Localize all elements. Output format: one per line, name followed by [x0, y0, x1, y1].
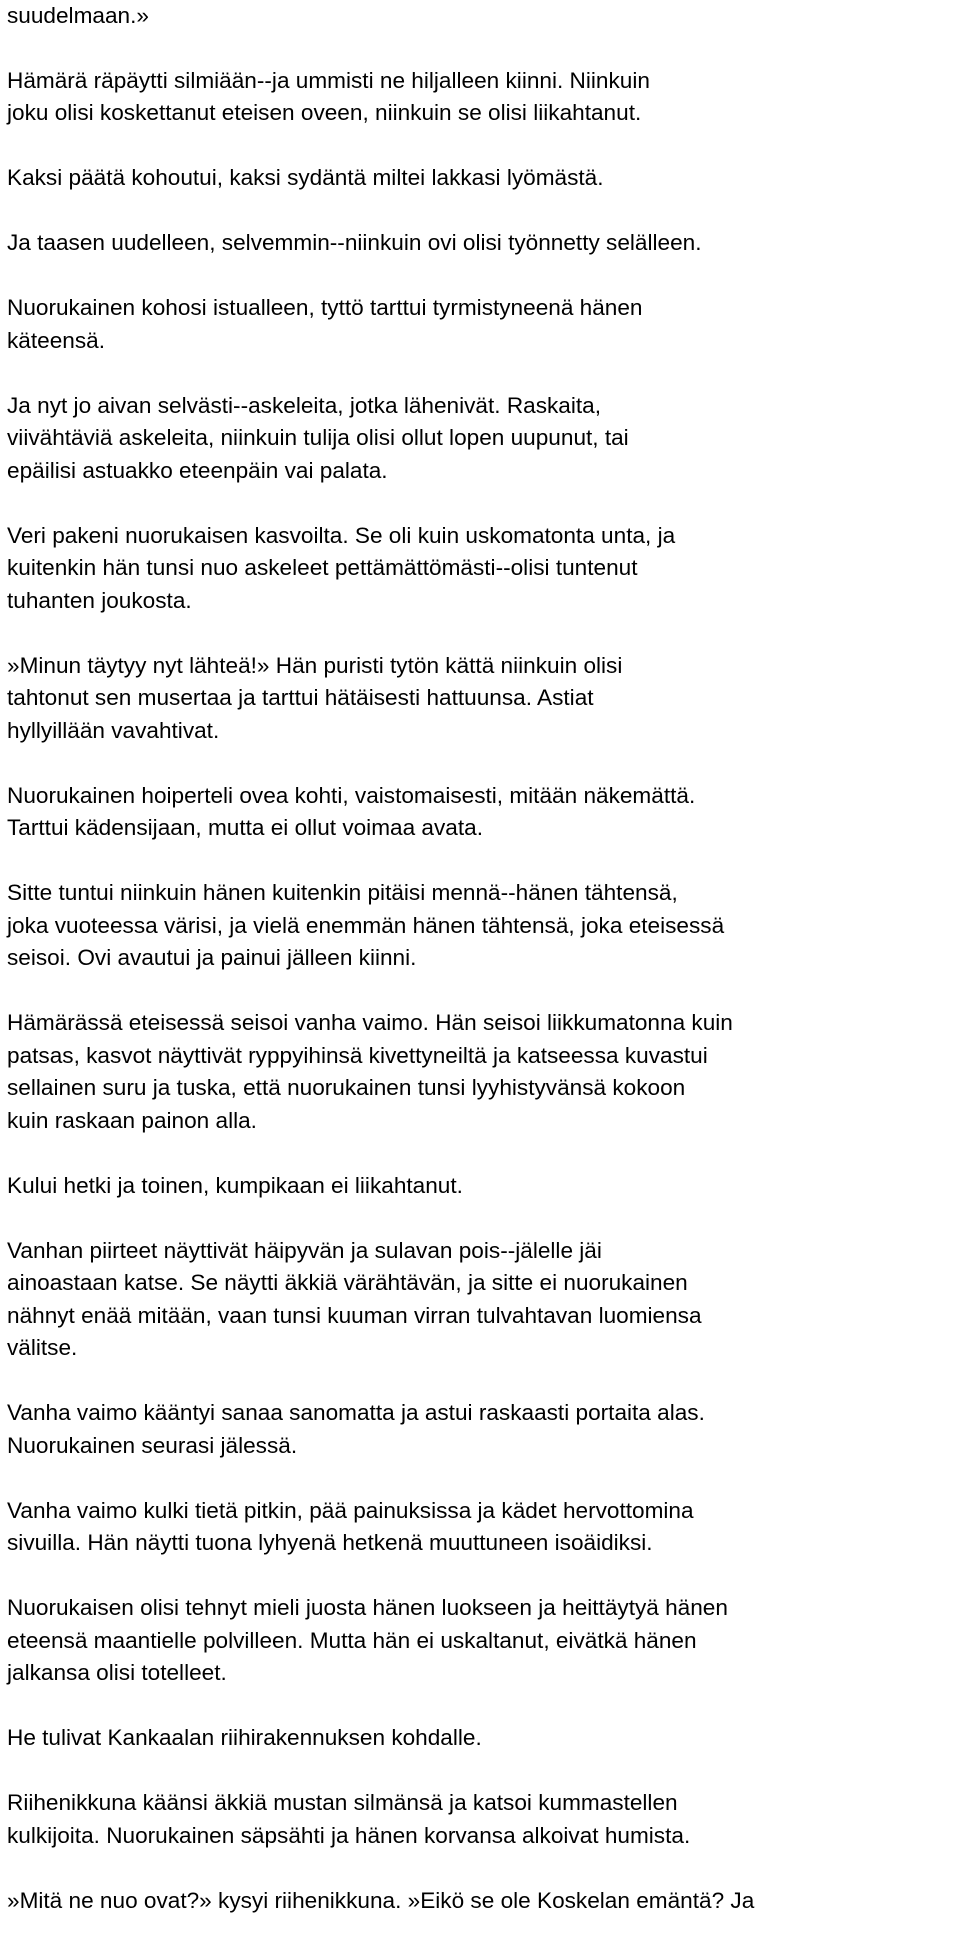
text-line: käteensä.: [7, 327, 105, 353]
text-line: sellainen suru ja tuska, että nuorukainen tunsi lyyhistyvänsä kokoon: [7, 1075, 686, 1100]
paragraph: [7, 390, 955, 488]
paragraph: [7, 1722, 955, 1755]
text-line: tuhanten joukosta.: [7, 587, 192, 613]
paragraph: [7, 0, 955, 33]
document-page: [7, 0, 955, 1950]
paragraph: [7, 292, 955, 357]
text-line: Vanha vaimo kääntyi sanaa sanomatta ja astui raskaasti portaita alas.: [7, 1400, 705, 1425]
text-line: Vanha vaimo kulki tietä pitkin, pää painuksissa ja kädet hervottomina: [7, 1497, 694, 1523]
text-line: Sitte tuntui niinkuin hänen kuitenkin pitäisi mennä--hänen tähtensä,: [7, 880, 678, 905]
text-line: Ja taasen uudelleen, selvemmin--niinkuin ovi olisi työnnetty selälleen.: [7, 230, 702, 255]
text-line: kulkijoita. Nuorukainen säpsähti ja hänen korvansa alkoivat humista.: [7, 1822, 691, 1848]
text-line: Ja nyt jo aivan selvästi--askeleita, jotka lähenivät. Raskaita,: [7, 392, 602, 418]
text-line: seisoi. Ovi avautui ja painui jälleen kiinni.: [7, 945, 417, 970]
text-line: Riihenikkuna käänsi äkkiä mustan silmänsä ja katsoi kummastellen: [7, 1790, 678, 1815]
text-line: hyllyillään vavahtivat.: [7, 717, 220, 743]
text-line: Kului hetki ja toinen, kumpikaan ei liikahtanut.: [7, 1172, 463, 1198]
text-line: ainoastaan katse. Se näytti äkkiä värähtävän, ja sitte ei nuorukainen: [7, 1270, 688, 1295]
text-line: Nuorukainen seurasi jälessä.: [7, 1432, 298, 1458]
text-line: Tarttui kädensijaan, mutta ei ollut voimaa avata.: [7, 815, 483, 840]
text-line: joku olisi koskettanut eteisen oveen, niinkuin se olisi liikahtanut.: [7, 100, 642, 125]
paragraph: [7, 877, 955, 975]
text-line: joka vuoteessa värisi, ja vielä enemmän hänen tähtensä, joka eteisessä: [7, 912, 725, 938]
text-line: Nuorukainen hoiperteli ovea kohti, vaistomaisesti, mitään näkemättä.: [7, 782, 696, 808]
paragraph: [7, 162, 955, 195]
text-line: jalkansa olisi totelleet.: [7, 1660, 227, 1685]
text-line: kuitenkin hän tunsi nuo askeleet pettämättömästi--olisi tuntenut: [7, 555, 638, 580]
paragraph: [7, 1007, 955, 1137]
paragraph: [7, 520, 955, 618]
paragraph: [7, 227, 955, 260]
paragraph: [7, 1170, 955, 1203]
paragraph: [7, 1592, 955, 1690]
paragraph: [7, 1885, 955, 1918]
paragraph: [7, 1397, 955, 1462]
text-line: Veri pakeni nuorukaisen kasvoilta. Se oli kuin uskomatonta unta, ja: [7, 522, 676, 548]
text-line: viivähtäviä askeleita, niinkuin tulija olisi ollut lopen uupunut, tai: [7, 425, 629, 450]
text-line: Hämärässä eteisessä seisoi vanha vaimo. Hän seisoi liikkumatonna kuin: [7, 1010, 733, 1035]
text-line: tahtonut sen musertaa ja tarttui hätäisesti hattuunsa. Astiat: [7, 685, 594, 710]
text-line: Nuorukaisen olisi tehnyt mieli juosta hänen luokseen ja heittäytyä hänen: [7, 1595, 728, 1620]
text-line: epäilisi astuakko eteenpäin vai palata.: [7, 457, 388, 483]
text-line: Kaksi päätä kohoutui, kaksi sydäntä miltei lakkasi lyömästä.: [7, 165, 604, 190]
text-line: sivuilla. Hän näytti tuona lyhyenä hetkenä muuttuneen isoäidiksi.: [7, 1530, 653, 1555]
text-line: »Mitä ne nuo ovat?» kysyi riihenikkuna. »Eikö se ole Koskelan emäntä? Ja: [7, 1887, 755, 1913]
paragraph: [7, 1787, 955, 1852]
text-line: suudelmaan.»: [7, 3, 149, 28]
text-line: nähnyt enää mitään, vaan tunsi kuuman virran tulvahtavan luomiensa: [7, 1302, 702, 1328]
text-line: Vanhan piirteet näyttivät häipyvän ja sulavan pois--jälelle jäi: [7, 1237, 602, 1263]
paragraph: [7, 65, 955, 130]
text-line: »Minun täytyy nyt lähteä!» Hän puristi tytön kättä niinkuin olisi: [7, 652, 623, 678]
text-line: He tulivat Kankaalan riihirakennuksen kohdalle.: [7, 1725, 482, 1750]
text-line: eteensä maantielle polvilleen. Mutta hän ei uskaltanut, eivätkä hänen: [7, 1627, 697, 1653]
paragraph: [7, 650, 955, 748]
paragraph: [7, 1235, 955, 1365]
text-line: välitse.: [7, 1335, 78, 1360]
text-line: Hämärä räpäytti silmiään--ja ummisti ne hiljalleen kiinni. Niinkuin: [7, 67, 650, 93]
text-line: Nuorukainen kohosi istualleen, tyttö tarttui tyrmistyneenä hänen: [7, 295, 643, 320]
paragraph: [7, 780, 955, 845]
text-line: patsas, kasvot näyttivät ryppyihinsä kivettyneiltä ja katseessa kuvastui: [7, 1042, 708, 1068]
text-line: kuin raskaan painon alla.: [7, 1107, 257, 1133]
paragraph: [7, 1495, 955, 1560]
